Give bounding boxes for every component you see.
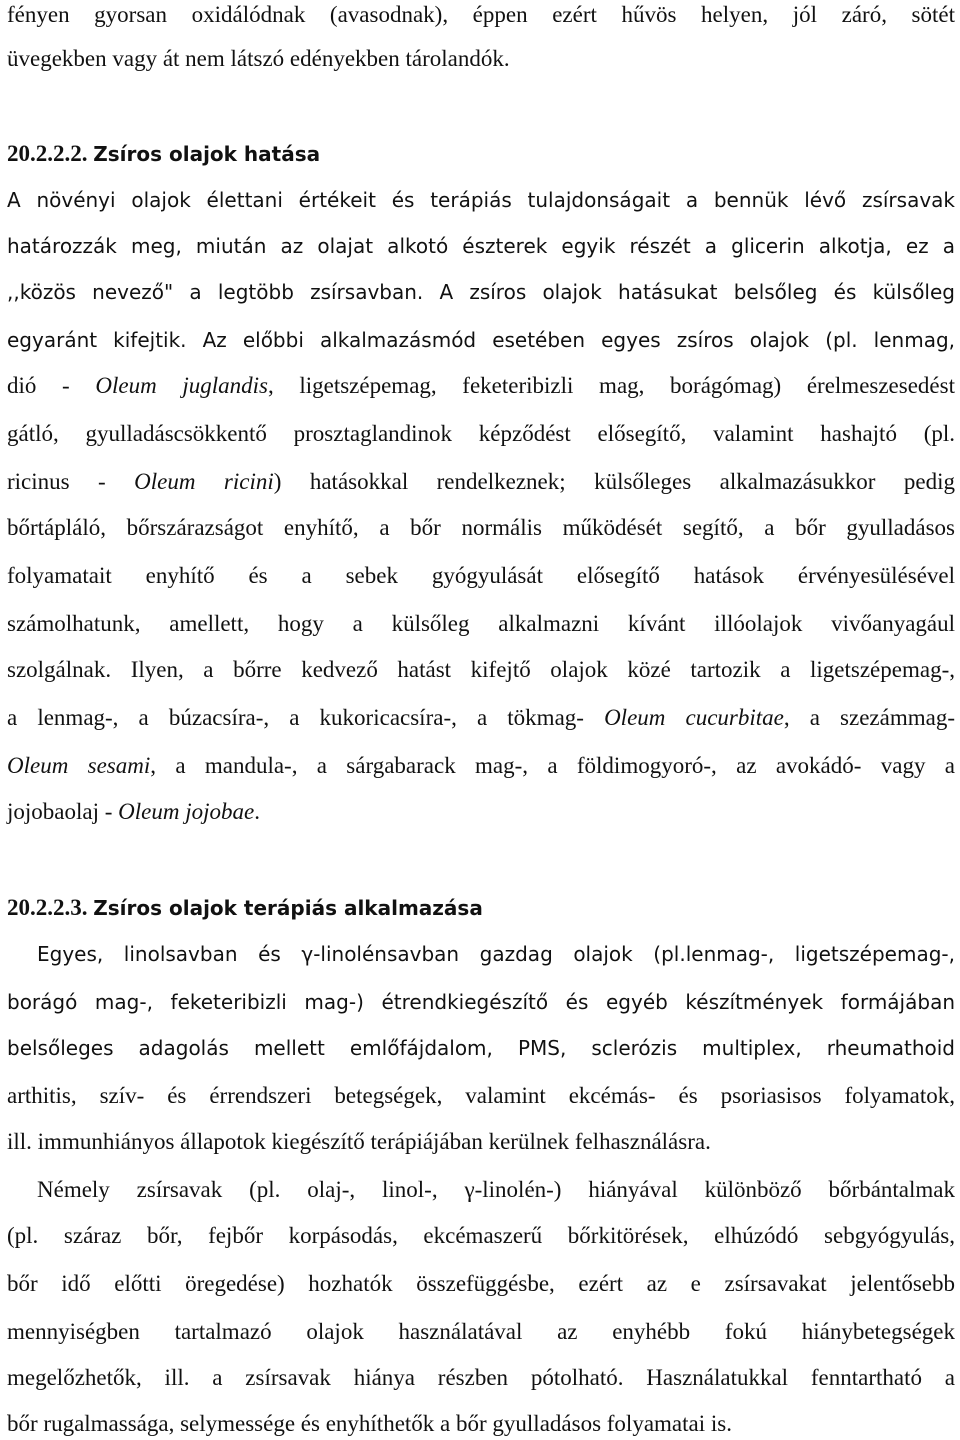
- text-line: belsőleges adagolás mellett emlőfájdalom, PMS, sclerózis multiplex, rheumathoid: [7, 1036, 955, 1060]
- text-line: Egyes, linolsavban és γ-linolénsavban gazdag olajok (pl.lenmag-, ligetszépemag-,: [37, 942, 955, 966]
- text-line: határozzák meg, miután az olajat alkotó észterek egyik részét a glicerin alkotja, ez a: [7, 234, 955, 258]
- section-number: 20.2.2.2.: [7, 141, 88, 166]
- text-line: [7, 467, 955, 497]
- text-line: (pl. száraz bőr, fejbőr korpásodás, ekcémaszerű bőrkitörések, elhúzódó sebgyógyulás,: [7, 1223, 955, 1248]
- text-span: , a mandula-, a sárgabarack mag-, a földimogyoró-, az avokádó- vagy a: [150, 753, 955, 778]
- text-line: arthitis, szív- és érrendszeri betegségek, valamint ekcémás- és psoriasisos folyamatok,: [7, 1083, 955, 1108]
- text-line: borágó mag-, feketeribizli mag-) étrendkiegészítő és egyéb készítmények formájában: [7, 990, 955, 1014]
- text-line: bőrtápláló, bőrszárazságot enyhítő, a bőr normális működését segítő, a bőr gyulladásos: [7, 515, 955, 540]
- section-heading: [7, 893, 955, 923]
- latin-name: Oleum juglandis: [95, 373, 268, 398]
- text-line: [7, 751, 955, 781]
- latin-name: Oleum cucurbitae: [604, 705, 784, 730]
- text-line: üvegekben vagy át nem látszó edényekben tárolandók.: [7, 46, 510, 71]
- text-line: [7, 797, 955, 827]
- text-span: , ligetszépemag, feketeribizli mag, borágómag) érelmeszesedést: [267, 373, 955, 398]
- text-line: [7, 703, 955, 733]
- text-span: dió -: [7, 373, 96, 398]
- text-span: jojobaolaj -: [7, 799, 119, 824]
- latin-name: Oleum jojobae: [118, 799, 255, 824]
- text-line: bőr rugalmassága, selymessége és enyhíthetők a bőr gyulladásos folyamatai is.: [7, 1411, 732, 1436]
- text-line: ,,közös nevező" a legtöbb zsírsavban. A zsíros olajok hatásukat belsőleg és külsőleg: [7, 280, 955, 304]
- text-line: számolhatunk, amellett, hogy a külsőleg alkalmazni kívánt illóolajok vivőanyagául: [7, 611, 955, 636]
- text-line: ill. immunhiányos állapotok kiegészítő terápiájában kerülnek felhasználásra.: [7, 1129, 711, 1154]
- latin-name: Oleum sesami: [7, 753, 151, 778]
- section-heading: [7, 139, 955, 169]
- section-number: 20.2.2.3.: [7, 895, 88, 920]
- text-line: szolgálnak. Ilyen, a bőrre kedvező hatást kifejtő olajok közé tartozik a ligetszépemag-,: [7, 657, 955, 682]
- text-line: A növényi olajok élettani értékeit és terápiás tulajdonságait a bennük lévő zsírsavak: [7, 188, 955, 212]
- text-line: fényen gyorsan oxidálódnak (avasodnak), éppen ezért hűvös helyen, jól záró, sötét: [7, 2, 955, 27]
- text-span: ) hatásokkal rendelkeznek; külsőleges alkalmazásukkor pedig: [273, 469, 955, 494]
- text-line: gátló, gyulladáscsökkentő prosztaglandinok képződést elősegítő, valamint hashajtó (pl.: [7, 421, 955, 446]
- latin-name: Oleum ricini: [134, 469, 274, 494]
- text-line: megelőzhetők, ill. a zsírsavak hiánya részben pótolható. Használatukkal fenntartható a: [7, 1365, 955, 1390]
- text-span: .: [254, 799, 260, 824]
- text-line: bőr idő előtti öregedése) hozhatók összefüggésbe, ezért az e zsírsavakat jelentősebb: [7, 1271, 955, 1296]
- text-line: folyamatait enyhítő és a sebek gyógyulását elősegítő hatások érvényesülésével: [7, 563, 955, 588]
- text-line: [7, 371, 955, 401]
- text-line: egyaránt kifejtik. Az előbbi alkalmazásmód esetében egyes zsíros olajok (pl. lenmag,: [7, 328, 955, 352]
- text-span: ricinus -: [7, 469, 135, 494]
- text-span: a lenmag-, a búzacsíra-, a kukoricacsíra-, a tökmag-: [7, 705, 605, 730]
- text-line: mennyiségben tartalmazó olajok használatával az enyhébb fokú hiánybetegségek: [7, 1319, 955, 1344]
- text-span: , a szezámmag-: [783, 705, 955, 730]
- section-title: Zsíros olajok terápiás alkalmazása: [93, 896, 483, 920]
- section-title: Zsíros olajok hatása: [93, 142, 321, 166]
- text-line: Némely zsírsavak (pl. olaj-, linol-, γ-linolén-) hiányával különböző bőrbántalmak: [37, 1177, 955, 1202]
